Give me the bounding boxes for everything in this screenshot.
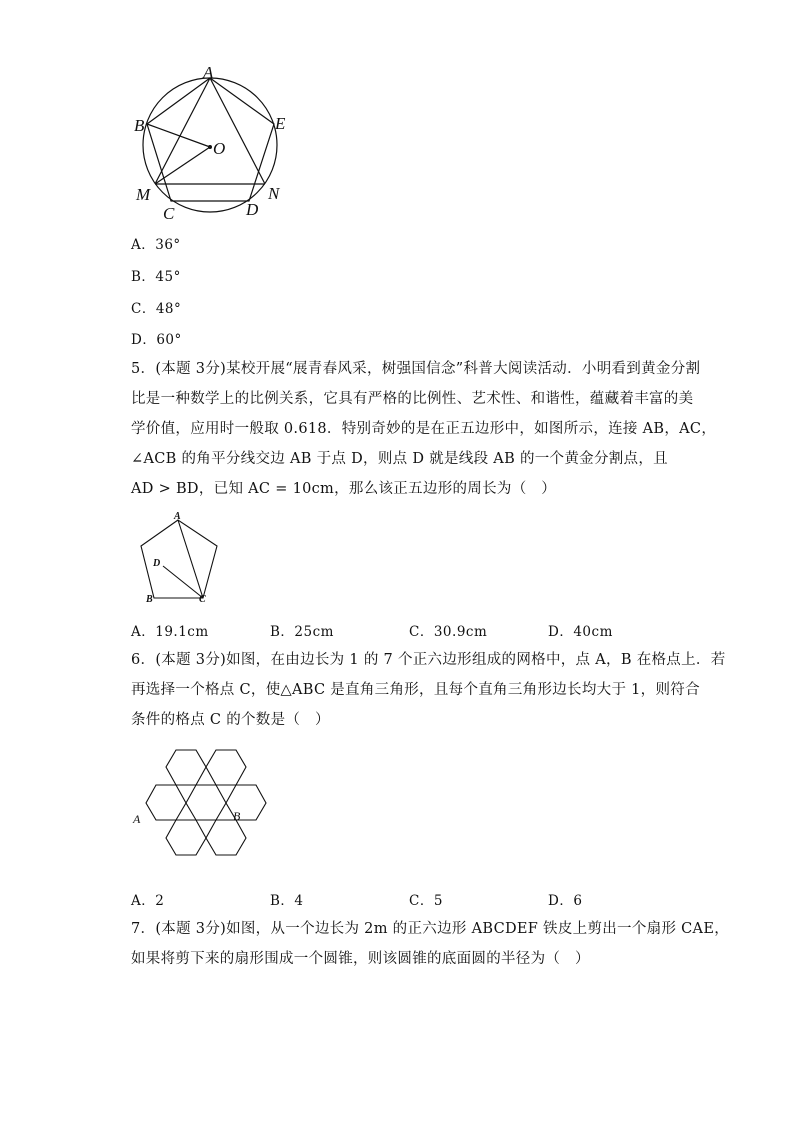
q5-option-d-text: 40cm <box>573 624 613 640</box>
q4-figure <box>128 60 303 225</box>
q5-option-c[interactable] <box>409 620 487 640</box>
q4-label-c: C <box>163 204 175 223</box>
q5-option-d[interactable] <box>548 620 613 640</box>
q4-option-b-text: 45° <box>155 269 181 285</box>
q6-hexagon <box>226 785 266 820</box>
q6-figure <box>130 748 280 874</box>
q6-line-2: 再选择一个格点 C，使△ABC 是直角三角形，且每个直角三角形边长均大于 1，则符合 <box>131 682 700 698</box>
q6-option-c[interactable] <box>409 889 443 909</box>
q5-label-d: D <box>153 558 161 569</box>
q6-option-c-letter: C． <box>409 893 434 909</box>
q4-option-d[interactable] <box>131 328 182 348</box>
q4-label-e: E <box>275 114 286 133</box>
q6-option-c-text: 5 <box>433 893 443 909</box>
q4-segment-ma <box>155 78 210 184</box>
q4-label-m: M <box>136 185 151 204</box>
q6-line-1: 6．(本题 3分)如图，在由边长为 1 的 7 个正六边形组成的网格中，点 A，B 在格点上．若 <box>131 652 726 668</box>
q4-option-a-text: 36° <box>155 237 181 253</box>
q7-line-1: 7．(本题 3分)如图，从一个边长为 2m 的正六边形 ABCDEF 铁皮上剪出一个扇形 CAE， <box>131 921 730 937</box>
q5-option-a-letter: A． <box>131 624 156 640</box>
q4-option-a-letter: A． <box>131 237 156 253</box>
q6-option-d-letter: D． <box>548 893 574 909</box>
q4-option-a[interactable] <box>131 233 181 253</box>
q4-option-b-letter: B． <box>131 269 156 285</box>
q5-option-a[interactable] <box>131 620 209 640</box>
q5-line-4: ∠ACB 的角平分线交边 AB 于点 D，则点 D 就是线段 AB 的一个黄金分割点，且 <box>131 451 668 467</box>
q5-segment-ac <box>178 520 203 598</box>
q6-hexagon <box>166 820 206 855</box>
q4-label-o: O <box>213 139 226 158</box>
q5-line-3: 学价值，应用时一般取 0.618．特别奇妙的是在正五边形中，如图所示，连接 AB，AC， <box>131 421 717 437</box>
q6-option-b[interactable] <box>270 889 304 909</box>
q5-line-5: AD > BD，已知 AC = 10cm，那么该正五边形的周长为（ ） <box>131 481 557 497</box>
q6-option-a-letter: A． <box>131 893 156 909</box>
q6-hexagon <box>206 820 246 855</box>
q6-option-d[interactable] <box>548 889 582 909</box>
q5-label-b: B <box>146 594 153 605</box>
q5-option-a-text: 19.1cm <box>155 624 209 640</box>
q4-center-dot <box>208 145 212 149</box>
q4-segment-om <box>155 147 210 184</box>
q5-line-1: 5．(本题 3分)某校开展“展青春风采，树强国信念”科普大阅读活动．小明看到黄金分割 <box>131 361 701 377</box>
q5-stem <box>131 354 717 504</box>
q5-label-a: A <box>174 511 181 522</box>
q4-label-b: B <box>134 116 145 135</box>
q4-option-c-letter: C． <box>131 301 156 317</box>
q4-option-d-letter: D． <box>131 332 157 348</box>
q5-option-c-letter: C． <box>409 624 434 640</box>
q6-option-d-text: 6 <box>573 893 583 909</box>
q4-option-b[interactable] <box>131 265 181 285</box>
q4-option-c[interactable] <box>131 297 181 317</box>
q5-option-b-letter: B． <box>270 624 295 640</box>
q6-hexagon <box>206 750 246 785</box>
q7-line-2: 如果将剪下来的扇形围成一个圆锥，则该圆锥的底面圆的半径为（ ） <box>131 951 590 967</box>
q4-label-a: A <box>203 63 214 82</box>
q6-hexagon <box>166 750 206 785</box>
q6-option-b-text: 4 <box>294 893 304 909</box>
q6-label-b: B <box>233 809 241 823</box>
q4-segment-an <box>210 78 265 184</box>
q4-label-n: N <box>268 184 280 203</box>
q5-option-c-text: 30.9cm <box>433 624 488 640</box>
q6-line-3: 条件的格点 C 的个数是（ ） <box>131 712 330 728</box>
q7-stem <box>131 914 730 974</box>
q5-option-b[interactable] <box>270 620 334 640</box>
q6-stem <box>131 645 726 735</box>
q6-label-a: A <box>133 812 141 826</box>
q5-figure <box>135 508 225 608</box>
q4-option-d-text: 60° <box>156 332 182 348</box>
q4-segment-ob <box>147 124 210 147</box>
q5-label-c: C <box>199 594 206 605</box>
q6-hexagon <box>146 785 186 820</box>
q5-option-d-letter: D． <box>548 624 574 640</box>
q6-hexagon <box>186 785 226 820</box>
q6-hex-grid <box>146 750 266 855</box>
q6-option-a[interactable] <box>131 889 164 909</box>
q5-line-2: 比是一种数学上的比例关系，它具有严格的比例性、艺术性、和谐性，蕴藏着丰富的美 <box>131 391 694 407</box>
q6-option-b-letter: B． <box>270 893 295 909</box>
q5-segment-cd <box>163 566 203 598</box>
q5-option-b-text: 25cm <box>294 624 334 640</box>
q4-label-d: D <box>246 200 259 219</box>
q6-option-a-text: 2 <box>155 893 165 909</box>
q4-pentagon <box>147 78 274 201</box>
q4-option-c-text: 48° <box>155 301 182 317</box>
